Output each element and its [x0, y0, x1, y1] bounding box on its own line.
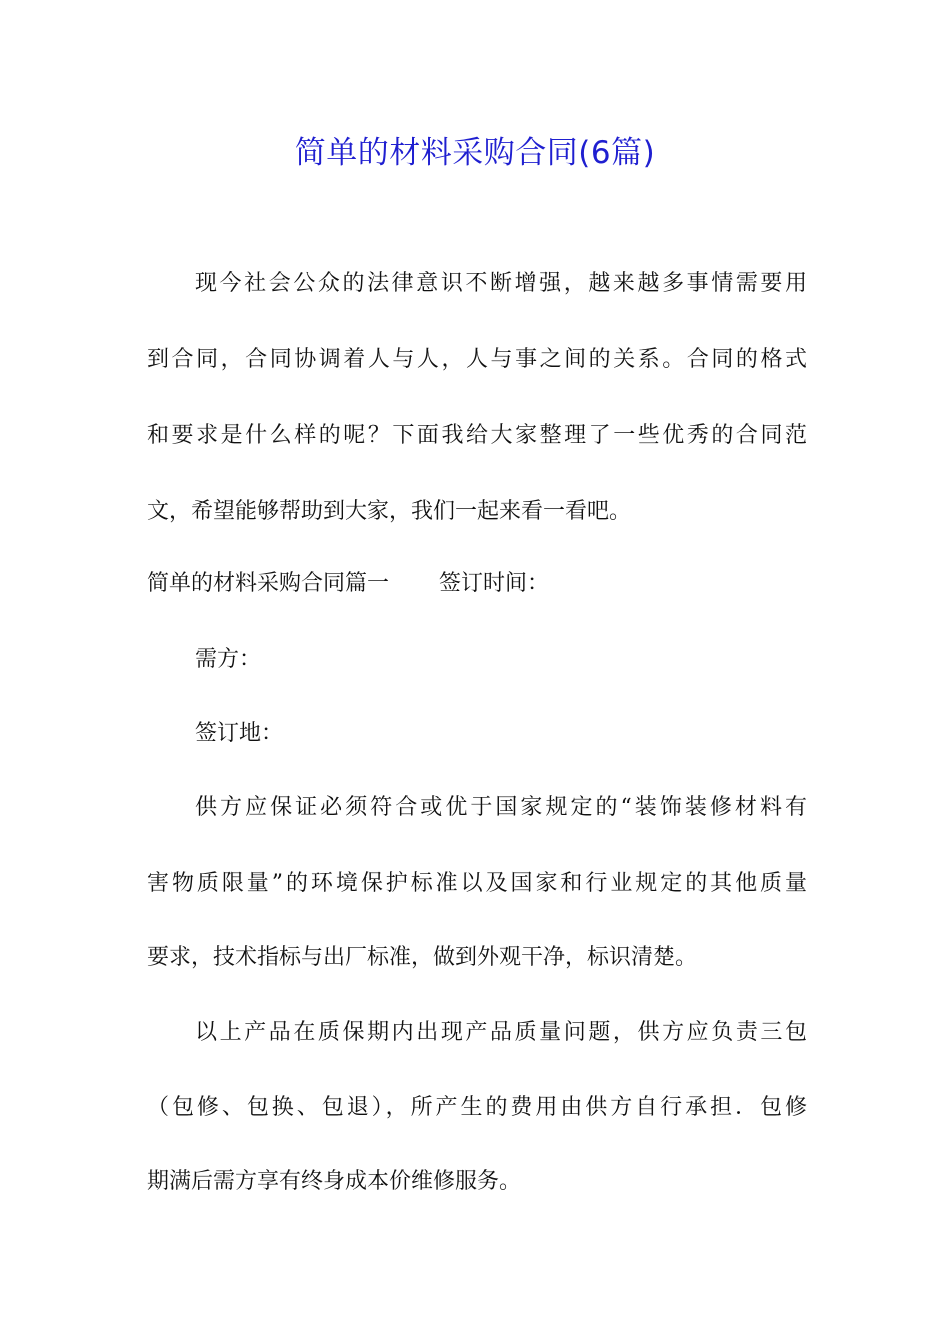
intro-line-1: 现今社会公众的法律意识不断增强，越来越多事情需要用: [195, 271, 807, 296]
section-heading-line: [147, 566, 807, 602]
warranty-line-1: 以上产品在质保期内出现产品质量问题，供方应负责三包: [195, 1020, 807, 1045]
warranty-line-2: （包修、包换、包退），所产生的费用由供方自行承担．包修: [147, 1095, 807, 1120]
section-heading: 简单的材料采购合同篇一: [147, 571, 390, 596]
document-title: 简单的材料采购合同(6篇): [294, 135, 656, 171]
buyer-label: 需方：: [195, 647, 262, 672]
warranty-line-3: 期满后需方享有终身成本价维修服务。: [147, 1169, 522, 1194]
quality-line-1: 供方应保证必须符合或优于国家规定的“装饰装修材料有: [195, 795, 807, 820]
intro-line-3: 和要求是什么样的呢？下面我给大家整理了一些优秀的合同范: [147, 423, 807, 448]
sign-place-label: 签订地：: [195, 721, 284, 746]
sign-time-label: 签订时间：: [439, 571, 550, 596]
quality-line-3: 要求，技术指标与出厂标准，做到外观干净，标识清楚。: [147, 945, 698, 970]
intro-line-2: 到合同，合同协调着人与人，人与事之间的关系。合同的格式: [147, 347, 807, 372]
intro-line-4: 文，希望能够帮助到大家，我们一起来看一看吧。: [147, 499, 632, 524]
quality-line-2: 害物质限量”的环境保护标准以及国家和行业规定的其他质量: [147, 871, 807, 896]
